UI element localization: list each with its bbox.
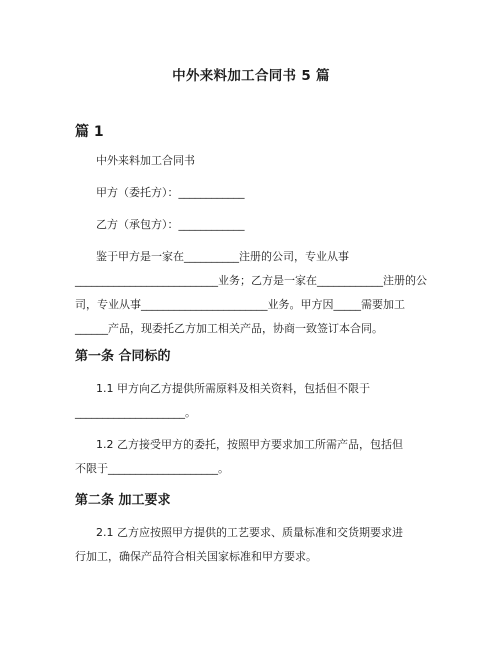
party-a-line: 甲方（委托方）：____________ bbox=[96, 186, 245, 199]
clause-1-2 bbox=[75, 433, 427, 481]
clause-line: 不限于____________________。 bbox=[75, 462, 229, 475]
clause-2-1 bbox=[75, 521, 427, 569]
clause-line: 1.2 乙方接受甲方的委托，按照甲方要求加工所需产品，包括但 bbox=[96, 438, 403, 451]
intro-paragraph bbox=[75, 245, 427, 341]
article-1-heading: 第一条 合同标的 bbox=[75, 349, 171, 364]
intro-line: 鉴于甲方是一家在__________注册的公司，专业从事 bbox=[96, 250, 349, 263]
intro-line: 司，专业从事_______________________业务。甲方因_____需要加工 bbox=[75, 298, 405, 311]
clause-1-1 bbox=[75, 377, 427, 425]
party-b-line: 乙方（承包方）：____________ bbox=[96, 218, 245, 231]
clause-line: 行加工，确保产品符合相关国家标准和甲方要求。 bbox=[75, 550, 317, 563]
clause-line: 1.1 甲方向乙方提供所需原料及相关资料，包括但不限于 bbox=[96, 382, 370, 395]
contract-subtitle: 中外来料加工合同书 bbox=[96, 154, 195, 167]
article-2-heading: 第二条 加工要求 bbox=[75, 493, 171, 508]
intro-line: ______产品，现委托乙方加工相关产品，协商一致签订本合同。 bbox=[75, 322, 383, 335]
document-title: 中外来料加工合同书 5 篇 bbox=[172, 68, 330, 84]
section-heading: 篇 1 bbox=[75, 124, 104, 140]
clause-line: 2.1 乙方应按照甲方提供的工艺要求、质量标准和交货期要求进 bbox=[96, 526, 403, 539]
clause-line: ____________________。 bbox=[75, 406, 196, 419]
intro-line: __________________________业务；乙方是一家在____________注册的公 bbox=[75, 274, 427, 287]
